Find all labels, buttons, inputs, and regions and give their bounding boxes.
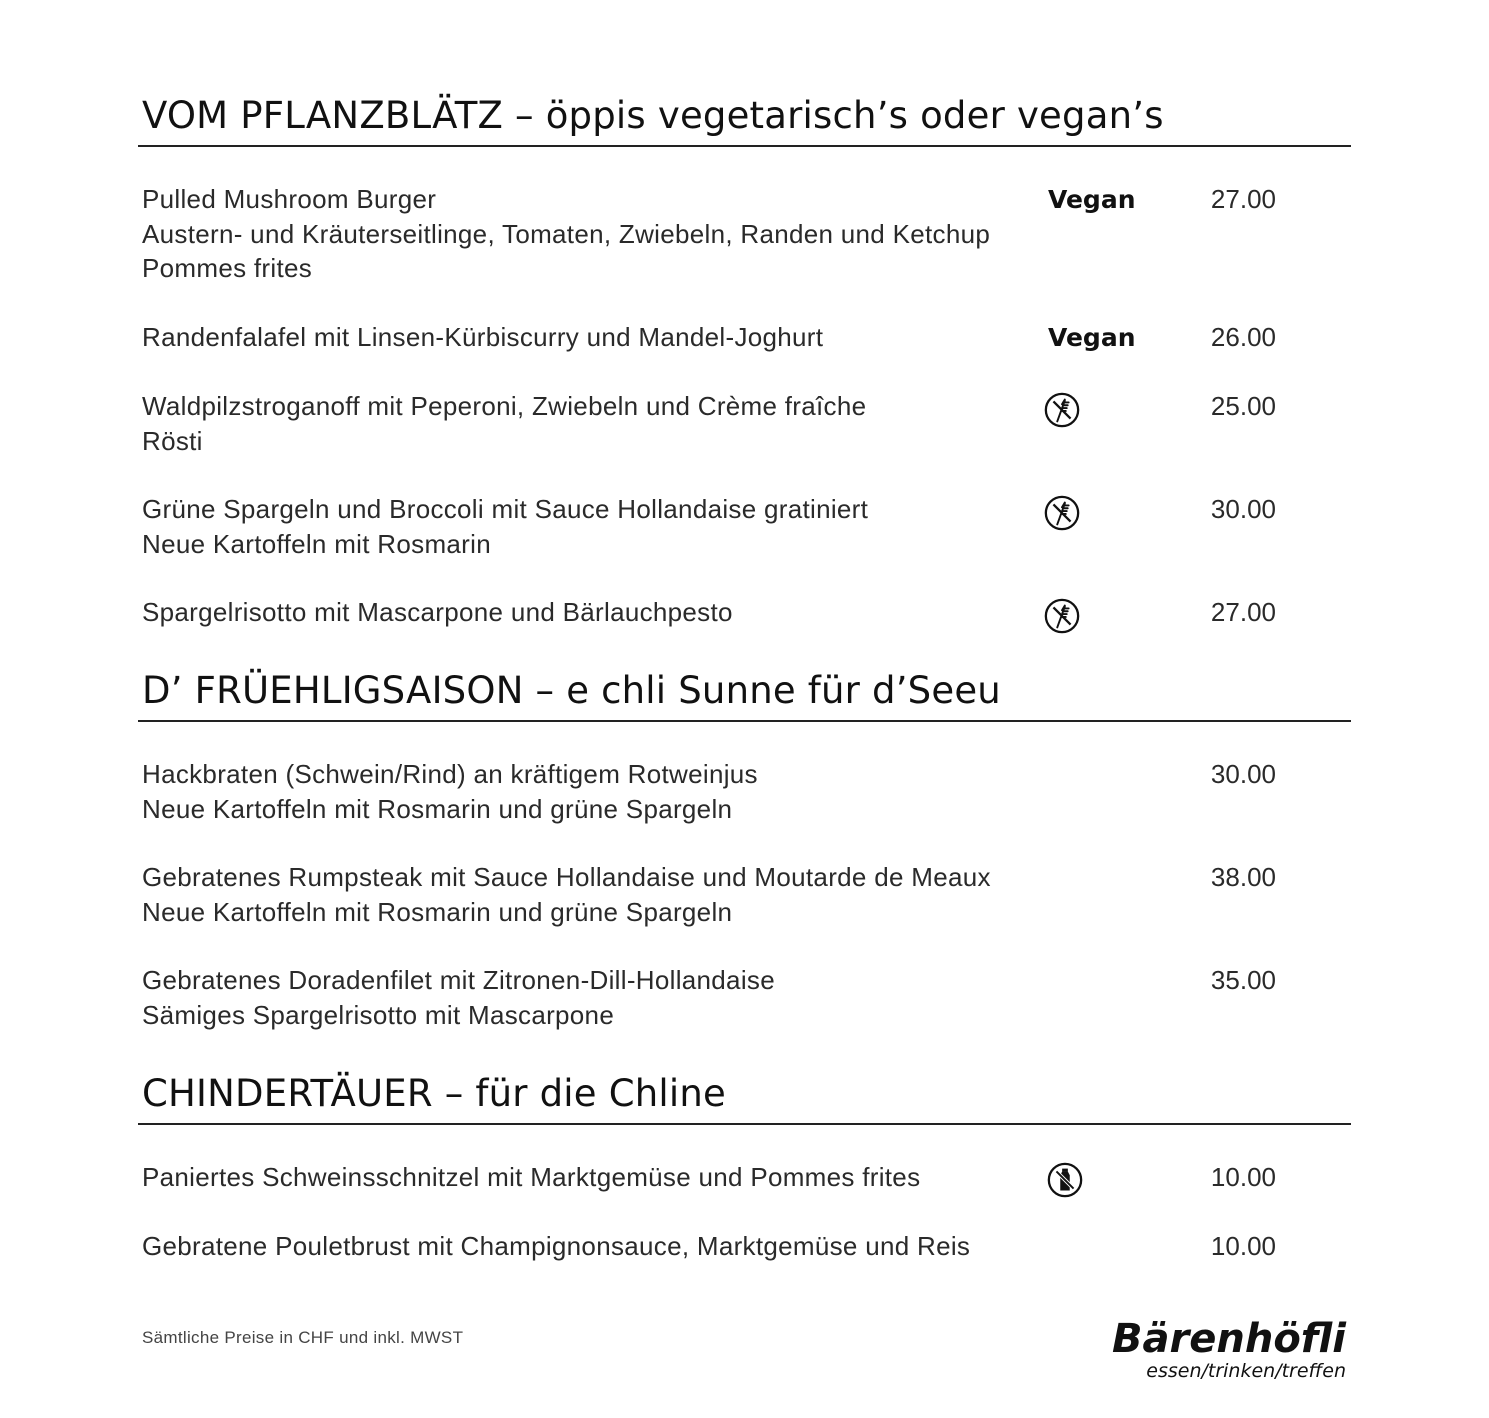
dish-name: Pulled Mushroom Burger — [142, 184, 437, 214]
dish-name: Gebratene Pouletbrust mit Champignonsauce, Marktgemüse und Reis — [142, 1231, 971, 1261]
dish-price: 27.00 — [1210, 597, 1276, 627]
section-title-chindertaeuer: CHINDERTÄUER – für die Chline — [142, 1072, 726, 1115]
section-divider — [138, 720, 1351, 722]
section-divider — [138, 1123, 1351, 1125]
dish-name: Gebratenes Rumpsteak mit Sauce Hollandaise und Moutarde de Meaux — [142, 862, 991, 892]
dish-price: 27.00 — [1210, 184, 1276, 214]
price-footnote: Sämtliche Preise in CHF und inkl. MWST — [142, 1328, 464, 1347]
dish-side: Sämiges Spargelrisotto mit Mascarpone — [142, 1000, 615, 1030]
vegan-label: Vegan — [1048, 185, 1136, 214]
gluten-free-icon — [1043, 597, 1081, 635]
dish-name: Paniertes Schweinsschnitzel mit Marktgemüse und Pommes frites — [142, 1162, 921, 1192]
dish-price: 26.00 — [1210, 322, 1276, 352]
section-title-fruehligsaison: D’ FRÜEHLIGSAISON – e chli Sunne für d’Seeu — [142, 669, 1001, 712]
dish-name: Spargelrisotto mit Mascarpone und Bärlauchpesto — [142, 597, 733, 627]
gluten-free-icon — [1043, 391, 1081, 429]
dish-side: Neue Kartoffeln mit Rosmarin und grüne Spargeln — [142, 794, 733, 824]
dish-side: Neue Kartoffeln mit Rosmarin und grüne Spargeln — [142, 897, 733, 927]
dish-side: Rösti — [142, 426, 203, 456]
gluten-free-icon — [1043, 494, 1081, 532]
dish-price: 25.00 — [1210, 391, 1276, 421]
dish-price: 10.00 — [1210, 1162, 1276, 1192]
section-title-vom-pflanzblaetz: VOM PFLANZBLÄTZ – öppis vegetarisch’s oder vegan’s — [142, 94, 1164, 137]
dish-price: 10.00 — [1210, 1231, 1276, 1261]
dish-price: 35.00 — [1210, 965, 1276, 995]
dish-price: 30.00 — [1210, 494, 1276, 524]
logo-tagline: essen/trinken/treffen — [1146, 1360, 1346, 1382]
dish-description: Austern- und Kräuterseitlinge, Tomaten, Zwiebeln, Randen und Ketchup — [142, 219, 991, 249]
logo-name: Bärenhöfli — [1112, 1316, 1346, 1362]
dish-name: Grüne Spargeln und Broccoli mit Sauce Hollandaise gratiniert — [142, 494, 869, 524]
dish-name: Randenfalafel mit Linsen-Kürbiscurry und Mandel-Joghurt — [142, 322, 824, 352]
restaurant-logo — [1112, 1318, 1346, 1382]
dish-side: Neue Kartoffeln mit Rosmarin — [142, 529, 491, 559]
dish-name: Hackbraten (Schwein/Rind) an kräftigem Rotweinjus — [142, 759, 758, 789]
section-divider — [138, 145, 1351, 147]
dish-side: Pommes frites — [142, 253, 313, 283]
vegan-label: Vegan — [1048, 323, 1136, 352]
dish-name: Waldpilzstroganoff mit Peperoni, Zwiebeln und Crème fraîche — [142, 391, 867, 421]
dish-name: Gebratenes Doradenfilet mit Zitronen-Dill-Hollandaise — [142, 965, 775, 995]
dish-price: 38.00 — [1210, 862, 1276, 892]
lactose-free-icon — [1046, 1161, 1084, 1199]
dish-price: 30.00 — [1210, 759, 1276, 789]
